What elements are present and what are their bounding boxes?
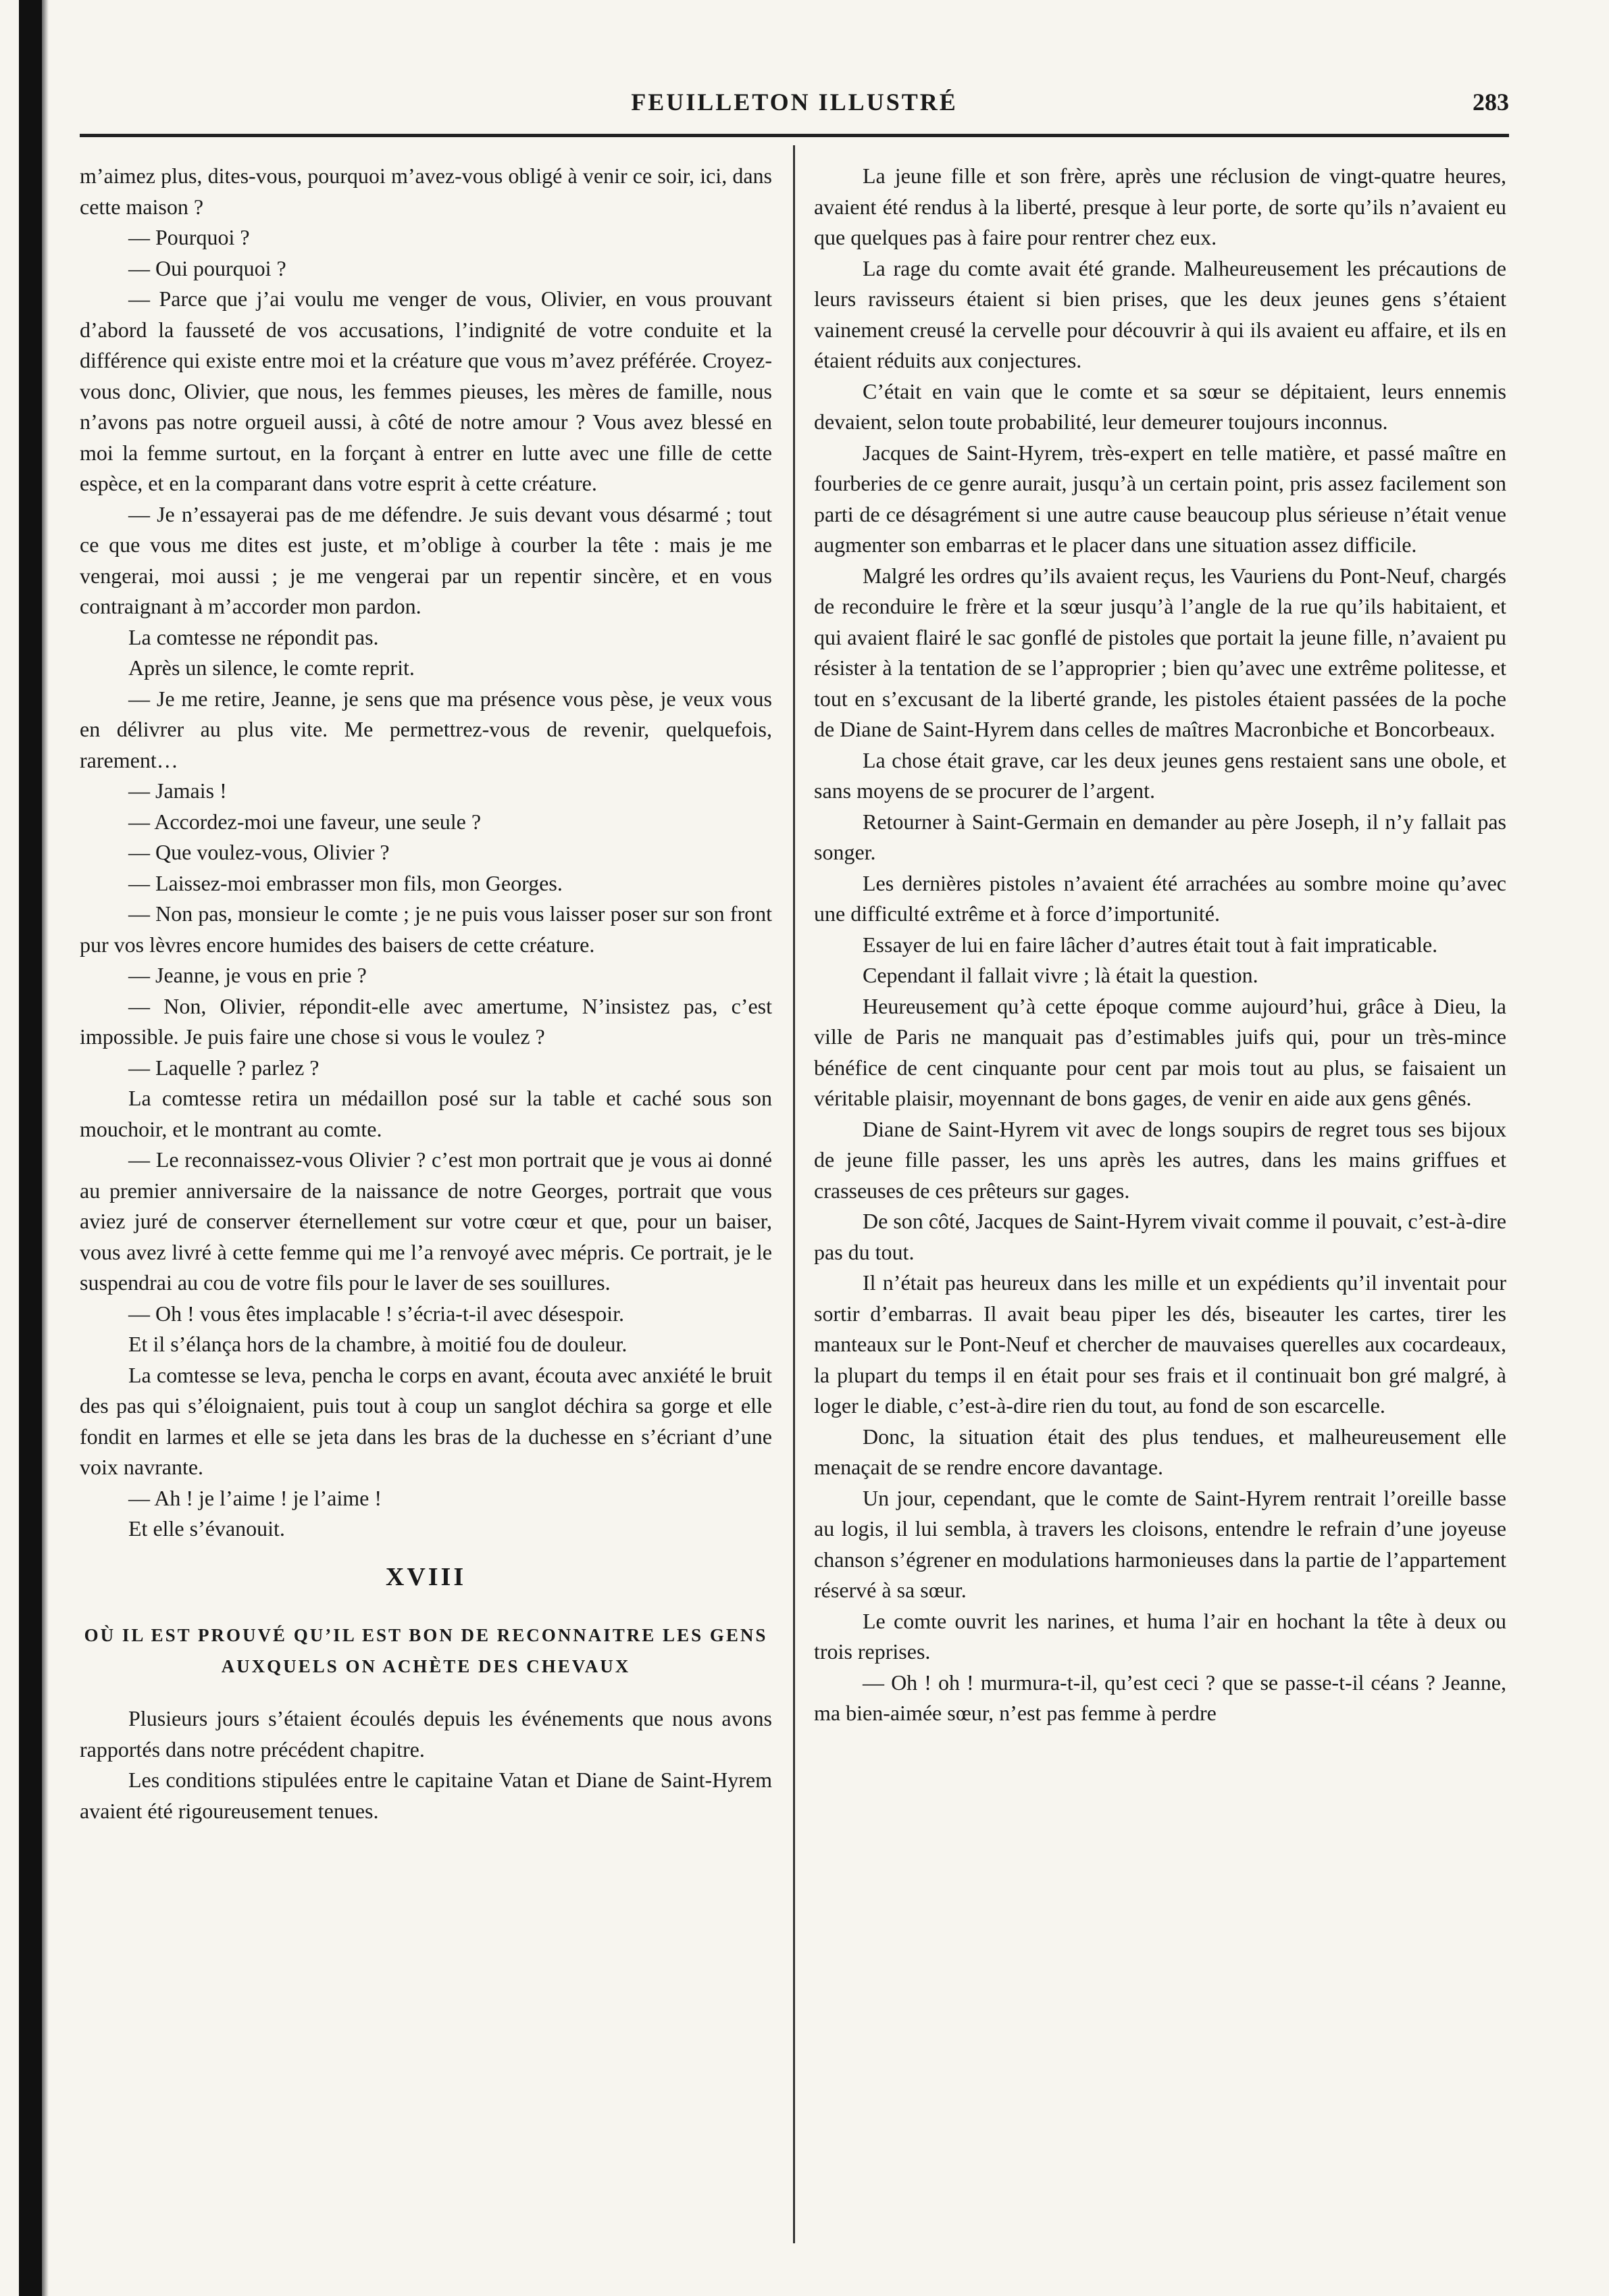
paragraph: — Laquelle ? parlez ? bbox=[128, 1055, 320, 1080]
paragraph: Et il s’élança hors de la chambre, à moitié fou de douleur. bbox=[128, 1332, 628, 1356]
paragraph: La jeune fille et son frère, après une réclusion de vingt-quatre heures, avaient été rendus à la liberté, presque à leur porte, de sorte qu’ils n’avaient eu que quelques pas à faire pour rentrer chez eux. bbox=[814, 164, 1506, 249]
paragraph: Malgré les ordres qu’ils avaient reçus, les Vauriens du Pont-Neuf, chargés de reconduire le frère et la sœur jusqu’à l’angle de la rue qu’ils habitaient, et qui avaient flairé le sac gonflé de pistoles que portait la jeune fille, n’avaient pu résister à la tentation de se l’approprier ; bien qu’avec une extrême politesse, et tout en s’excusant de la liberté grande, les pistoles étaient passées de la poche de Diane de Saint-Hyrem dans celles de maîtres Macronbiche et Boncorbeaux. bbox=[814, 563, 1506, 741]
paragraph: — Non, Olivier, répondit-elle avec amertume, N’insistez pas, c’est impossible. Je puis faire une chose si vous le voulez ? bbox=[80, 993, 772, 1049]
paragraph: Il n’était pas heureux dans les mille et un expédients qu’il inventait pour sortir d’embarras. Il avait beau piper les dés, biseauter les cartes, tirer les manteaux sur le Pont-Neuf et chercher de mauvaises querelles aux cocardeaux, la plupart du temps il en était pour ses frais et il continuait bon gré malgré, à loger le diable, c’est-à-dire rien du tout, au fond de son escarcelle. bbox=[814, 1270, 1506, 1418]
paragraph: Le comte ouvrit les narines, et huma l’air en hochant la tête à deux ou trois reprises. bbox=[814, 1608, 1506, 1664]
paragraph: Après un silence, le comte reprit. bbox=[128, 655, 415, 680]
paragraph: Les dernières pistoles n’avaient été arrachées au sombre moine qu’avec une difficulté extrême et à force d’importunité. bbox=[814, 870, 1506, 926]
paragraph: La comtesse ne répondit pas. bbox=[128, 624, 379, 649]
paragraph: — Que voulez-vous, Olivier ? bbox=[128, 840, 390, 864]
paragraph: — Parce que j’ai voulu me venger de vous, Olivier, en vous prouvant d’abord la fausseté de vos accusations, l’indignité de votre conduite et la différence qui existe entre moi et la créature que vous m’avez préférée. Croyez-vous donc, Olivier, que nous, les femmes pieuses, les mères de famille, nous n’avons pas notre orgueil aussi, à côté de notre amour ? Vous avez blessé en moi la femme surtout, en la forçant à entrer en lutte avec une fille de cette espèce, et en la comparant dans votre esprit à cette créature. bbox=[80, 286, 772, 495]
paragraph: Diane de Saint-Hyrem vit avec de longs soupirs de regret tous ses bijoux de jeune fille passer, les uns après les autres, dans les mains griffues et crasseuses de ces prêteurs sur gages. bbox=[814, 1116, 1506, 1203]
paragraph: Retourner à Saint-Germain en demander au père Joseph, il n’y fallait pas songer. bbox=[814, 809, 1506, 864]
paragraph: Et elle s’évanouit. bbox=[128, 1516, 285, 1541]
paragraph: Plusieurs jours s’étaient écoulés depuis les événements que nous avons rapportés dans notre précédent chapitre. bbox=[80, 1706, 772, 1762]
paragraph: Un jour, cependant, que le comte de Saint-Hyrem rentrait l’oreille basse au logis, il lui sembla, à travers les cloisons, entendre le refrain d’une joyeuse chanson s’égrener en modulations harmonieuses dans la partie de l’appartement réservé à sa sœur. bbox=[814, 1485, 1506, 1602]
paragraph: De son côté, Jacques de Saint-Hyrem vivait comme il pouvait, c’est-à-dire pas du tout. bbox=[814, 1209, 1506, 1264]
chapter-title: OÙ IL EST PROUVÉ QU’IL EST BON DE RECONNAITRE LES GENS AUXQUELS ON ACHÈTE DES CHEVAUX bbox=[84, 1625, 768, 1676]
paragraph: — Oh ! vous êtes implacable ! s’écria-t-il avec désespoir. bbox=[128, 1301, 624, 1326]
paragraph: — Le reconnaissez-vous Olivier ? c’est mon portrait que je vous ai donné au premier anniversaire de la naissance de notre Georges, portrait que vous aviez juré de conserver éternellement sur votre cœur et que, pour un baiser, vous avez livré à cette femme qui me l’a renvoyé avec mépris. Ce portrait, je le suspendrai au cou de votre fils pour le laver de ses souillures. bbox=[80, 1147, 772, 1295]
right-column bbox=[814, 161, 1506, 1729]
paragraph: — Je me retire, Jeanne, je sens que ma présence vous pèse, je veux vous en délivrer au plus vite. Me permettrez-vous de revenir, quelquefois, rarement… bbox=[80, 686, 772, 772]
page-binding-edge bbox=[19, 0, 42, 2296]
paragraph: — Accordez-moi une faveur, une seule ? bbox=[128, 809, 482, 834]
paragraph: Heureusement qu’à cette époque comme aujourd’hui, grâce à Dieu, la ville de Paris ne manquait pas d’estimables juifs qui, pour un très-mince bénéfice de cent cinquante pour cent par mois tout au plus, se faisaient un véritable plaisir, moyennant de bons gages, de venir en aide aux gens gênés. bbox=[814, 993, 1506, 1110]
binding-shadow bbox=[42, 0, 49, 2296]
header-rule bbox=[80, 134, 1509, 137]
paragraph: m’aimez plus, dites-vous, pourquoi m’avez-vous obligé à venir ce soir, ici, dans cette maison ? bbox=[80, 164, 772, 219]
paragraph: — Jamais ! bbox=[128, 778, 227, 803]
column-divider bbox=[793, 145, 795, 2243]
paragraph: Donc, la situation était des plus tendues, et malheureusement elle menaçait de se rendre encore davantage. bbox=[814, 1424, 1506, 1479]
paragraph: — Oh ! oh ! murmura-t-il, qu’est ceci ? que se passe-t-il céans ? Jeanne, ma bien-aimée sœur, n’est pas femme à perdre bbox=[814, 1670, 1506, 1725]
paragraph: — Oui pourquoi ? bbox=[128, 255, 286, 280]
paragraph: La rage du comte avait été grande. Malheureusement les précautions de leurs ravisseurs étaient si bien prises, que les deux jeunes gens s’étaient vainement creusé la cervelle pour découvrir à qui ils avaient eu affaire, et ils en étaient réduits aux conjectures. bbox=[814, 255, 1506, 372]
running-title: FEUILLETON ILLUSTRÉ bbox=[631, 89, 958, 116]
paragraph: — Ah ! je l’aime ! je l’aime ! bbox=[128, 1485, 382, 1510]
paragraph: Jacques de Saint-Hyrem, très-expert en telle matière, et passé maître en fourberies de ce genre aurait, jusqu’à un certain point, pris assez facilement son parti de ce désagrément si une autre cause beaucoup plus sérieuse n’était venue augmenter son embarras et le placer dans une situation assez difficile. bbox=[814, 440, 1506, 557]
paragraph: C’était en vain que le comte et sa sœur se dépitaient, leurs ennemis devaient, selon toute probabilité, leur demeurer toujours inconnus. bbox=[814, 378, 1506, 434]
paragraph: Cependant il fallait vivre ; là était la question. bbox=[863, 963, 1258, 987]
left-column bbox=[80, 161, 772, 1826]
paragraph: La comtesse se leva, pencha le corps en avant, écouta avec anxiété le bruit des pas qui s’éloignaient, puis tout à coup un sanglot déchira sa gorge et elle fondit en larmes et elle se jeta dans les bras de la duchesse en s’écriant d’une voix navrante. bbox=[80, 1362, 772, 1479]
page-number: 283 bbox=[1473, 89, 1509, 116]
paragraph: — Pourquoi ? bbox=[128, 225, 250, 249]
chapter-number: XVIII bbox=[385, 1562, 467, 1591]
paragraph: — Laissez-moi embrasser mon fils, mon Georges. bbox=[128, 870, 563, 895]
paragraph: — Jeanne, je vous en prie ? bbox=[128, 963, 367, 987]
paragraph: La chose était grave, car les deux jeunes gens restaient sans une obole, et sans moyens de se procurer de l’argent. bbox=[814, 747, 1506, 803]
paragraph: — Non pas, monsieur le comte ; je ne puis vous laisser poser sur son front pur vos lèvres encore humides des baisers de cette créature. bbox=[80, 901, 772, 957]
paragraph: Les conditions stipulées entre le capitaine Vatan et Diane de Saint-Hyrem avaient été rigoureusement tenues. bbox=[80, 1768, 772, 1823]
page-header bbox=[80, 88, 1509, 128]
paragraph: — Je n’essayerai pas de me défendre. Je suis devant vous désarmé ; tout ce que vous me dites est juste, et m’oblige à courber la tête : mais je me vengerai, moi aussi ; je me vengerai par un repentir sincère, et en vous contraignant à m’accorder mon pardon. bbox=[80, 501, 772, 618]
paragraph: La comtesse retira un médaillon posé sur la table et caché sous son mouchoir, et le montrant au comte. bbox=[80, 1086, 772, 1141]
paragraph: Essayer de lui en faire lâcher d’autres était tout à fait impraticable. bbox=[863, 932, 1438, 957]
